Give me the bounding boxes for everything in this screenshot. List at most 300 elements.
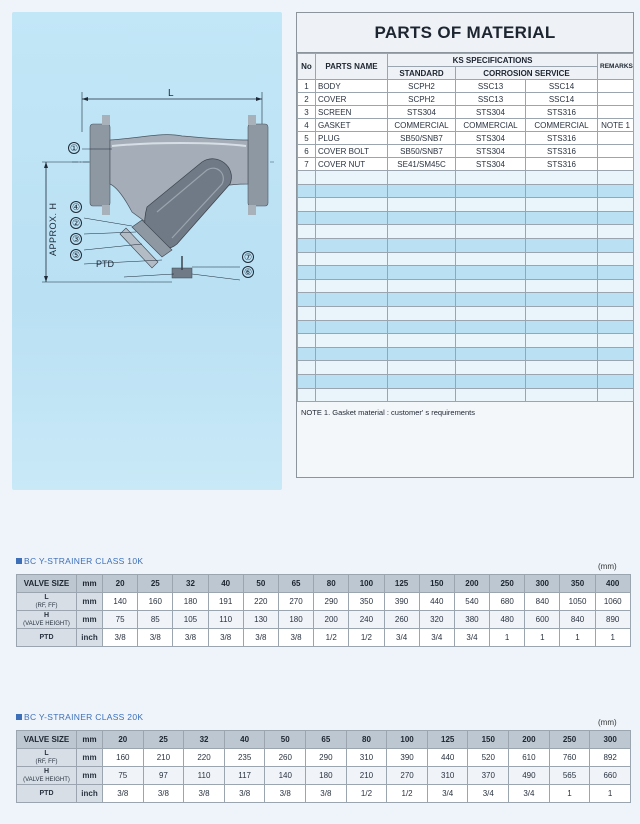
value-cell: 1 xyxy=(590,785,631,803)
row-unit: inch xyxy=(77,785,103,803)
parts-name-cell: SCREEN xyxy=(316,106,388,119)
size-header-cell: 350 xyxy=(560,575,595,593)
dimension-h-label: APPROX. H xyxy=(48,202,58,256)
parts-row xyxy=(298,158,634,171)
size-header-cell: 20 xyxy=(103,575,138,593)
parts-empty-row xyxy=(298,171,634,185)
parts-row xyxy=(298,80,634,93)
row-label-main: PTD xyxy=(39,633,54,641)
size-header-cell: 50 xyxy=(265,731,306,749)
parts-empty-cell xyxy=(456,347,526,361)
parts-empty-cell xyxy=(456,361,526,375)
size-header-cell: 65 xyxy=(278,575,313,593)
value-cell: 1060 xyxy=(595,593,630,611)
parts-empty-cell xyxy=(298,279,316,293)
callout-6: ⑥ xyxy=(243,266,253,277)
value-cell: 1 xyxy=(490,629,525,647)
parts-empty-cell xyxy=(598,184,634,198)
size-header-cell: 125 xyxy=(384,575,419,593)
parts-empty-cell xyxy=(388,279,456,293)
value-cell: 370 xyxy=(468,767,509,785)
parts-empty-cell xyxy=(388,225,456,239)
value-cell: 75 xyxy=(103,611,138,629)
row-label-sub: (RF, FF) xyxy=(35,602,58,609)
value-cell: 290 xyxy=(306,749,347,767)
parts-corrosion-2-cell: STS316 xyxy=(526,145,598,158)
parts-corrosion-1-cell: STS304 xyxy=(456,106,526,119)
parts-corrosion-1-cell: STS304 xyxy=(456,145,526,158)
parts-empty-cell xyxy=(388,238,456,252)
value-cell: 260 xyxy=(265,749,306,767)
parts-empty-cell xyxy=(526,252,598,266)
row-unit: mm xyxy=(77,749,103,767)
parts-empty-cell xyxy=(456,184,526,198)
value-cell: 3/4 xyxy=(454,629,489,647)
parts-empty-cell xyxy=(316,225,388,239)
value-cell: 390 xyxy=(387,749,428,767)
parts-remarks-cell xyxy=(598,158,634,171)
parts-name-cell: GASKET xyxy=(316,119,388,132)
header-corrosion-service: CORROSION SERVICE xyxy=(456,67,598,80)
value-cell: 220 xyxy=(184,749,225,767)
value-cell: 1/2 xyxy=(346,785,387,803)
size-header-cell: 250 xyxy=(549,731,590,749)
bullet-square-icon xyxy=(16,714,22,720)
parts-empty-row xyxy=(298,184,634,198)
size-header-cell: 200 xyxy=(509,731,550,749)
parts-empty-cell xyxy=(316,184,388,198)
row-label xyxy=(17,767,77,785)
value-cell: 490 xyxy=(509,767,550,785)
value-cell: 892 xyxy=(590,749,631,767)
size-header-cell: 40 xyxy=(224,731,265,749)
parts-empty-cell xyxy=(526,334,598,348)
parts-empty-cell xyxy=(526,198,598,212)
row-label xyxy=(17,785,77,803)
value-cell: 210 xyxy=(346,767,387,785)
parts-empty-cell xyxy=(298,320,316,334)
parts-empty-cell xyxy=(526,171,598,185)
value-cell: 3/8 xyxy=(173,629,208,647)
parts-empty-cell xyxy=(388,334,456,348)
row-label xyxy=(17,593,77,611)
value-cell: 390 xyxy=(384,593,419,611)
parts-empty-row xyxy=(298,211,634,225)
parts-empty-cell xyxy=(298,252,316,266)
parts-empty-cell xyxy=(598,252,634,266)
value-cell: 75 xyxy=(103,767,144,785)
value-cell: 3/8 xyxy=(103,629,138,647)
parts-row xyxy=(298,106,634,119)
parts-empty-cell xyxy=(526,361,598,375)
value-cell: 1 xyxy=(560,629,595,647)
parts-empty-cell xyxy=(388,361,456,375)
parts-empty-cell xyxy=(298,306,316,320)
parts-remarks-cell xyxy=(598,93,634,106)
parts-empty-cell xyxy=(316,279,388,293)
size-header-cell: 40 xyxy=(208,575,243,593)
parts-empty-row xyxy=(298,293,634,307)
value-cell: 380 xyxy=(454,611,489,629)
value-cell: 290 xyxy=(314,593,349,611)
parts-corrosion-1-cell: COMMERCIAL xyxy=(456,119,526,132)
value-cell: 180 xyxy=(306,767,347,785)
parts-row xyxy=(298,119,634,132)
parts-corrosion-2-cell: STS316 xyxy=(526,158,598,171)
parts-table xyxy=(297,53,634,402)
parts-empty-cell xyxy=(388,347,456,361)
parts-empty-row xyxy=(298,334,634,348)
parts-empty-cell xyxy=(456,293,526,307)
header-no: No xyxy=(298,54,316,80)
value-cell: 3/8 xyxy=(138,629,173,647)
parts-empty-cell xyxy=(598,279,634,293)
callout-1: ① xyxy=(69,142,79,153)
parts-empty-cell xyxy=(526,211,598,225)
parts-empty-cell xyxy=(456,171,526,185)
parts-empty-cell xyxy=(526,225,598,239)
size-header-cell: 150 xyxy=(419,575,454,593)
row-label-main: PTD xyxy=(39,789,54,797)
size-header-cell: 80 xyxy=(314,575,349,593)
parts-empty-row xyxy=(298,374,634,388)
value-cell: 760 xyxy=(549,749,590,767)
row-label-main: H xyxy=(43,611,50,619)
parts-standard-cell: SB50/SNB7 xyxy=(388,132,456,145)
row-label xyxy=(17,749,77,767)
parts-empty-cell xyxy=(598,361,634,375)
class-20k-table xyxy=(16,730,631,803)
parts-remarks-cell xyxy=(598,80,634,93)
parts-row xyxy=(298,145,634,158)
parts-empty-cell xyxy=(526,388,598,402)
value-cell: 130 xyxy=(243,611,278,629)
row-label-sub: (RF, FF) xyxy=(35,758,58,765)
row-label-main: L xyxy=(44,593,49,601)
parts-empty-cell xyxy=(316,266,388,280)
parts-empty-cell xyxy=(456,279,526,293)
parts-empty-cell xyxy=(456,374,526,388)
class-20k-title xyxy=(16,712,143,722)
value-cell: 540 xyxy=(454,593,489,611)
valve-size-unit: mm xyxy=(77,731,103,749)
class-20k-title-text: BC Y-STRAINER CLASS 20K xyxy=(24,712,144,722)
parts-standard-cell: SE41/SM45C xyxy=(388,158,456,171)
parts-empty-cell xyxy=(526,184,598,198)
parts-empty-cell xyxy=(298,388,316,402)
size-header-cell: 300 xyxy=(590,731,631,749)
parts-empty-cell xyxy=(316,320,388,334)
parts-empty-cell xyxy=(456,252,526,266)
value-cell: 160 xyxy=(103,749,144,767)
size-header-cell: 300 xyxy=(525,575,560,593)
value-cell: 310 xyxy=(346,749,387,767)
parts-empty-row xyxy=(298,361,634,375)
row-label xyxy=(17,629,77,647)
parts-empty-cell xyxy=(598,320,634,334)
spec-row xyxy=(17,593,631,611)
value-cell: 210 xyxy=(143,749,184,767)
value-cell: 240 xyxy=(349,611,384,629)
parts-corrosion-2-cell: STS316 xyxy=(526,106,598,119)
size-header-cell: 50 xyxy=(243,575,278,593)
parts-empty-cell xyxy=(598,374,634,388)
parts-corrosion-2-cell: COMMERCIAL xyxy=(526,119,598,132)
parts-note: NOTE 1. Gasket material : customer' s requirements xyxy=(301,408,475,418)
parts-name-cell: PLUG xyxy=(316,132,388,145)
parts-standard-cell: SB50/SNB7 xyxy=(388,145,456,158)
value-cell: 3/8 xyxy=(243,629,278,647)
parts-empty-cell xyxy=(316,293,388,307)
value-cell: 105 xyxy=(173,611,208,629)
value-cell: 1050 xyxy=(560,593,595,611)
parts-empty-row xyxy=(298,347,634,361)
parts-empty-cell xyxy=(388,374,456,388)
parts-row xyxy=(298,93,634,106)
size-header-cell: 400 xyxy=(595,575,630,593)
value-cell: 3/4 xyxy=(384,629,419,647)
parts-empty-cell xyxy=(456,198,526,212)
parts-remarks-cell: NOTE 1 xyxy=(598,119,634,132)
parts-empty-cell xyxy=(598,266,634,280)
parts-empty-cell xyxy=(298,238,316,252)
size-header-cell: 65 xyxy=(306,731,347,749)
parts-corrosion-1-cell: STS304 xyxy=(456,158,526,171)
value-cell: 220 xyxy=(243,593,278,611)
size-header-row xyxy=(17,731,631,749)
value-cell: 1/2 xyxy=(314,629,349,647)
valve-size-label: VALVE SIZE xyxy=(17,575,77,593)
parts-no-cell: 1 xyxy=(298,80,316,93)
header-parts-name: PARTS NAME xyxy=(316,54,388,80)
parts-empty-row xyxy=(298,198,634,212)
value-cell: 440 xyxy=(419,593,454,611)
header-ks-specifications: KS SPECIFICATIONS xyxy=(388,54,598,67)
parts-empty-cell xyxy=(388,388,456,402)
parts-empty-cell xyxy=(598,198,634,212)
parts-corrosion-2-cell: SSC14 xyxy=(526,93,598,106)
value-cell: 140 xyxy=(103,593,138,611)
value-cell: 3/8 xyxy=(208,629,243,647)
row-label xyxy=(17,611,77,629)
value-cell: 600 xyxy=(525,611,560,629)
parts-of-material-box xyxy=(296,12,634,478)
parts-name-cell: COVER NUT xyxy=(316,158,388,171)
value-cell: 3/8 xyxy=(184,785,225,803)
parts-standard-cell: STS304 xyxy=(388,106,456,119)
parts-empty-row xyxy=(298,238,634,252)
value-cell: 1 xyxy=(595,629,630,647)
parts-empty-cell xyxy=(526,293,598,307)
dimension-l-label: L xyxy=(168,88,174,99)
parts-empty-cell xyxy=(316,171,388,185)
value-cell: 85 xyxy=(138,611,173,629)
value-cell: 310 xyxy=(427,767,468,785)
value-cell: 1/2 xyxy=(387,785,428,803)
value-cell: 97 xyxy=(143,767,184,785)
ptd-label: PTD xyxy=(96,259,114,269)
parts-empty-row xyxy=(298,306,634,320)
parts-empty-cell xyxy=(456,306,526,320)
callout-2: ② xyxy=(71,217,81,228)
parts-corrosion-1-cell: SSC13 xyxy=(456,80,526,93)
value-cell: 3/8 xyxy=(224,785,265,803)
value-cell: 110 xyxy=(208,611,243,629)
drawing-panel xyxy=(12,12,282,490)
parts-empty-cell xyxy=(388,184,456,198)
parts-empty-cell xyxy=(316,252,388,266)
row-label-sub: (VALVE HEIGHT) xyxy=(23,620,70,627)
parts-title: PARTS OF MATERIAL xyxy=(297,13,633,53)
size-header-cell: 25 xyxy=(143,731,184,749)
parts-empty-cell xyxy=(298,361,316,375)
parts-empty-cell xyxy=(526,347,598,361)
size-header-cell: 32 xyxy=(173,575,208,593)
parts-remarks-cell xyxy=(598,106,634,119)
class-20k-unit: (mm) xyxy=(598,718,617,727)
value-cell: 565 xyxy=(549,767,590,785)
parts-remarks-cell xyxy=(598,132,634,145)
parts-empty-cell xyxy=(456,388,526,402)
parts-empty-cell xyxy=(298,334,316,348)
value-cell: 270 xyxy=(278,593,313,611)
parts-empty-cell xyxy=(298,293,316,307)
value-cell: 1 xyxy=(549,785,590,803)
parts-empty-cell xyxy=(598,347,634,361)
value-cell: 200 xyxy=(314,611,349,629)
parts-corrosion-1-cell: STS304 xyxy=(456,132,526,145)
value-cell: 117 xyxy=(224,767,265,785)
parts-remarks-cell xyxy=(598,145,634,158)
value-cell: 1 xyxy=(525,629,560,647)
parts-empty-cell xyxy=(316,388,388,402)
value-cell: 840 xyxy=(525,593,560,611)
row-label-main: L xyxy=(44,749,49,757)
parts-standard-cell: SCPH2 xyxy=(388,93,456,106)
parts-empty-cell xyxy=(316,238,388,252)
parts-body xyxy=(298,80,634,402)
parts-no-cell: 6 xyxy=(298,145,316,158)
spec-row xyxy=(17,785,631,803)
value-cell: 140 xyxy=(265,767,306,785)
parts-empty-cell xyxy=(598,171,634,185)
value-cell: 480 xyxy=(490,611,525,629)
row-unit: mm xyxy=(77,593,103,611)
size-header-cell: 150 xyxy=(468,731,509,749)
size-header-cell: 125 xyxy=(427,731,468,749)
parts-empty-cell xyxy=(526,374,598,388)
parts-name-cell: BODY xyxy=(316,80,388,93)
parts-empty-cell xyxy=(316,374,388,388)
value-cell: 235 xyxy=(224,749,265,767)
parts-empty-cell xyxy=(598,211,634,225)
parts-empty-row xyxy=(298,252,634,266)
value-cell: 191 xyxy=(208,593,243,611)
callout-3: ③ xyxy=(71,233,81,244)
parts-empty-cell xyxy=(598,388,634,402)
value-cell: 350 xyxy=(349,593,384,611)
parts-empty-row xyxy=(298,279,634,293)
parts-empty-cell xyxy=(298,347,316,361)
row-label-sub: (VALVE HEIGHT) xyxy=(23,776,70,783)
parts-empty-row xyxy=(298,320,634,334)
value-cell: 3/8 xyxy=(103,785,144,803)
size-header-cell: 25 xyxy=(138,575,173,593)
class-10k-title-text: BC Y-STRAINER CLASS 10K xyxy=(24,556,144,566)
parts-row xyxy=(298,132,634,145)
parts-empty-cell xyxy=(598,238,634,252)
class-10k-title xyxy=(16,556,143,566)
row-unit: inch xyxy=(77,629,103,647)
value-cell: 3/4 xyxy=(427,785,468,803)
parts-empty-cell xyxy=(298,225,316,239)
parts-empty-cell xyxy=(456,266,526,280)
parts-empty-cell xyxy=(456,238,526,252)
value-cell: 610 xyxy=(509,749,550,767)
value-cell: 660 xyxy=(590,767,631,785)
parts-standard-cell: SCPH2 xyxy=(388,80,456,93)
parts-empty-cell xyxy=(316,361,388,375)
value-cell: 180 xyxy=(173,593,208,611)
row-unit: mm xyxy=(77,611,103,629)
parts-empty-cell xyxy=(598,225,634,239)
size-header-cell: 250 xyxy=(490,575,525,593)
parts-empty-cell xyxy=(388,266,456,280)
size-header-cell: 200 xyxy=(454,575,489,593)
class-10k-unit: (mm) xyxy=(598,562,617,571)
spec-row xyxy=(17,629,631,647)
value-cell: 180 xyxy=(278,611,313,629)
parts-no-cell: 2 xyxy=(298,93,316,106)
parts-empty-cell xyxy=(298,198,316,212)
parts-empty-cell xyxy=(316,211,388,225)
parts-corrosion-1-cell: SSC13 xyxy=(456,93,526,106)
value-cell: 320 xyxy=(419,611,454,629)
value-cell: 890 xyxy=(595,611,630,629)
size-header-cell: 100 xyxy=(387,731,428,749)
parts-empty-cell xyxy=(388,198,456,212)
parts-standard-cell: COMMERCIAL xyxy=(388,119,456,132)
value-cell: 110 xyxy=(184,767,225,785)
value-cell: 1/2 xyxy=(349,629,384,647)
size-header-cell: 32 xyxy=(184,731,225,749)
parts-empty-cell xyxy=(298,374,316,388)
value-cell: 270 xyxy=(387,767,428,785)
value-cell: 3/4 xyxy=(468,785,509,803)
parts-empty-cell xyxy=(298,184,316,198)
parts-empty-cell xyxy=(316,198,388,212)
parts-empty-cell xyxy=(298,211,316,225)
parts-empty-cell xyxy=(316,306,388,320)
value-cell: 3/4 xyxy=(509,785,550,803)
spec-row xyxy=(17,749,631,767)
parts-empty-cell xyxy=(598,306,634,320)
parts-empty-cell xyxy=(388,252,456,266)
parts-empty-cell xyxy=(526,266,598,280)
spec-row xyxy=(17,767,631,785)
parts-empty-cell xyxy=(598,334,634,348)
parts-no-cell: 5 xyxy=(298,132,316,145)
parts-no-cell: 7 xyxy=(298,158,316,171)
parts-empty-cell xyxy=(456,320,526,334)
parts-empty-cell xyxy=(456,225,526,239)
size-header-cell: 100 xyxy=(349,575,384,593)
parts-empty-row xyxy=(298,388,634,402)
parts-name-cell: COVER xyxy=(316,93,388,106)
parts-empty-cell xyxy=(526,279,598,293)
parts-empty-cell xyxy=(456,334,526,348)
parts-empty-cell xyxy=(526,306,598,320)
